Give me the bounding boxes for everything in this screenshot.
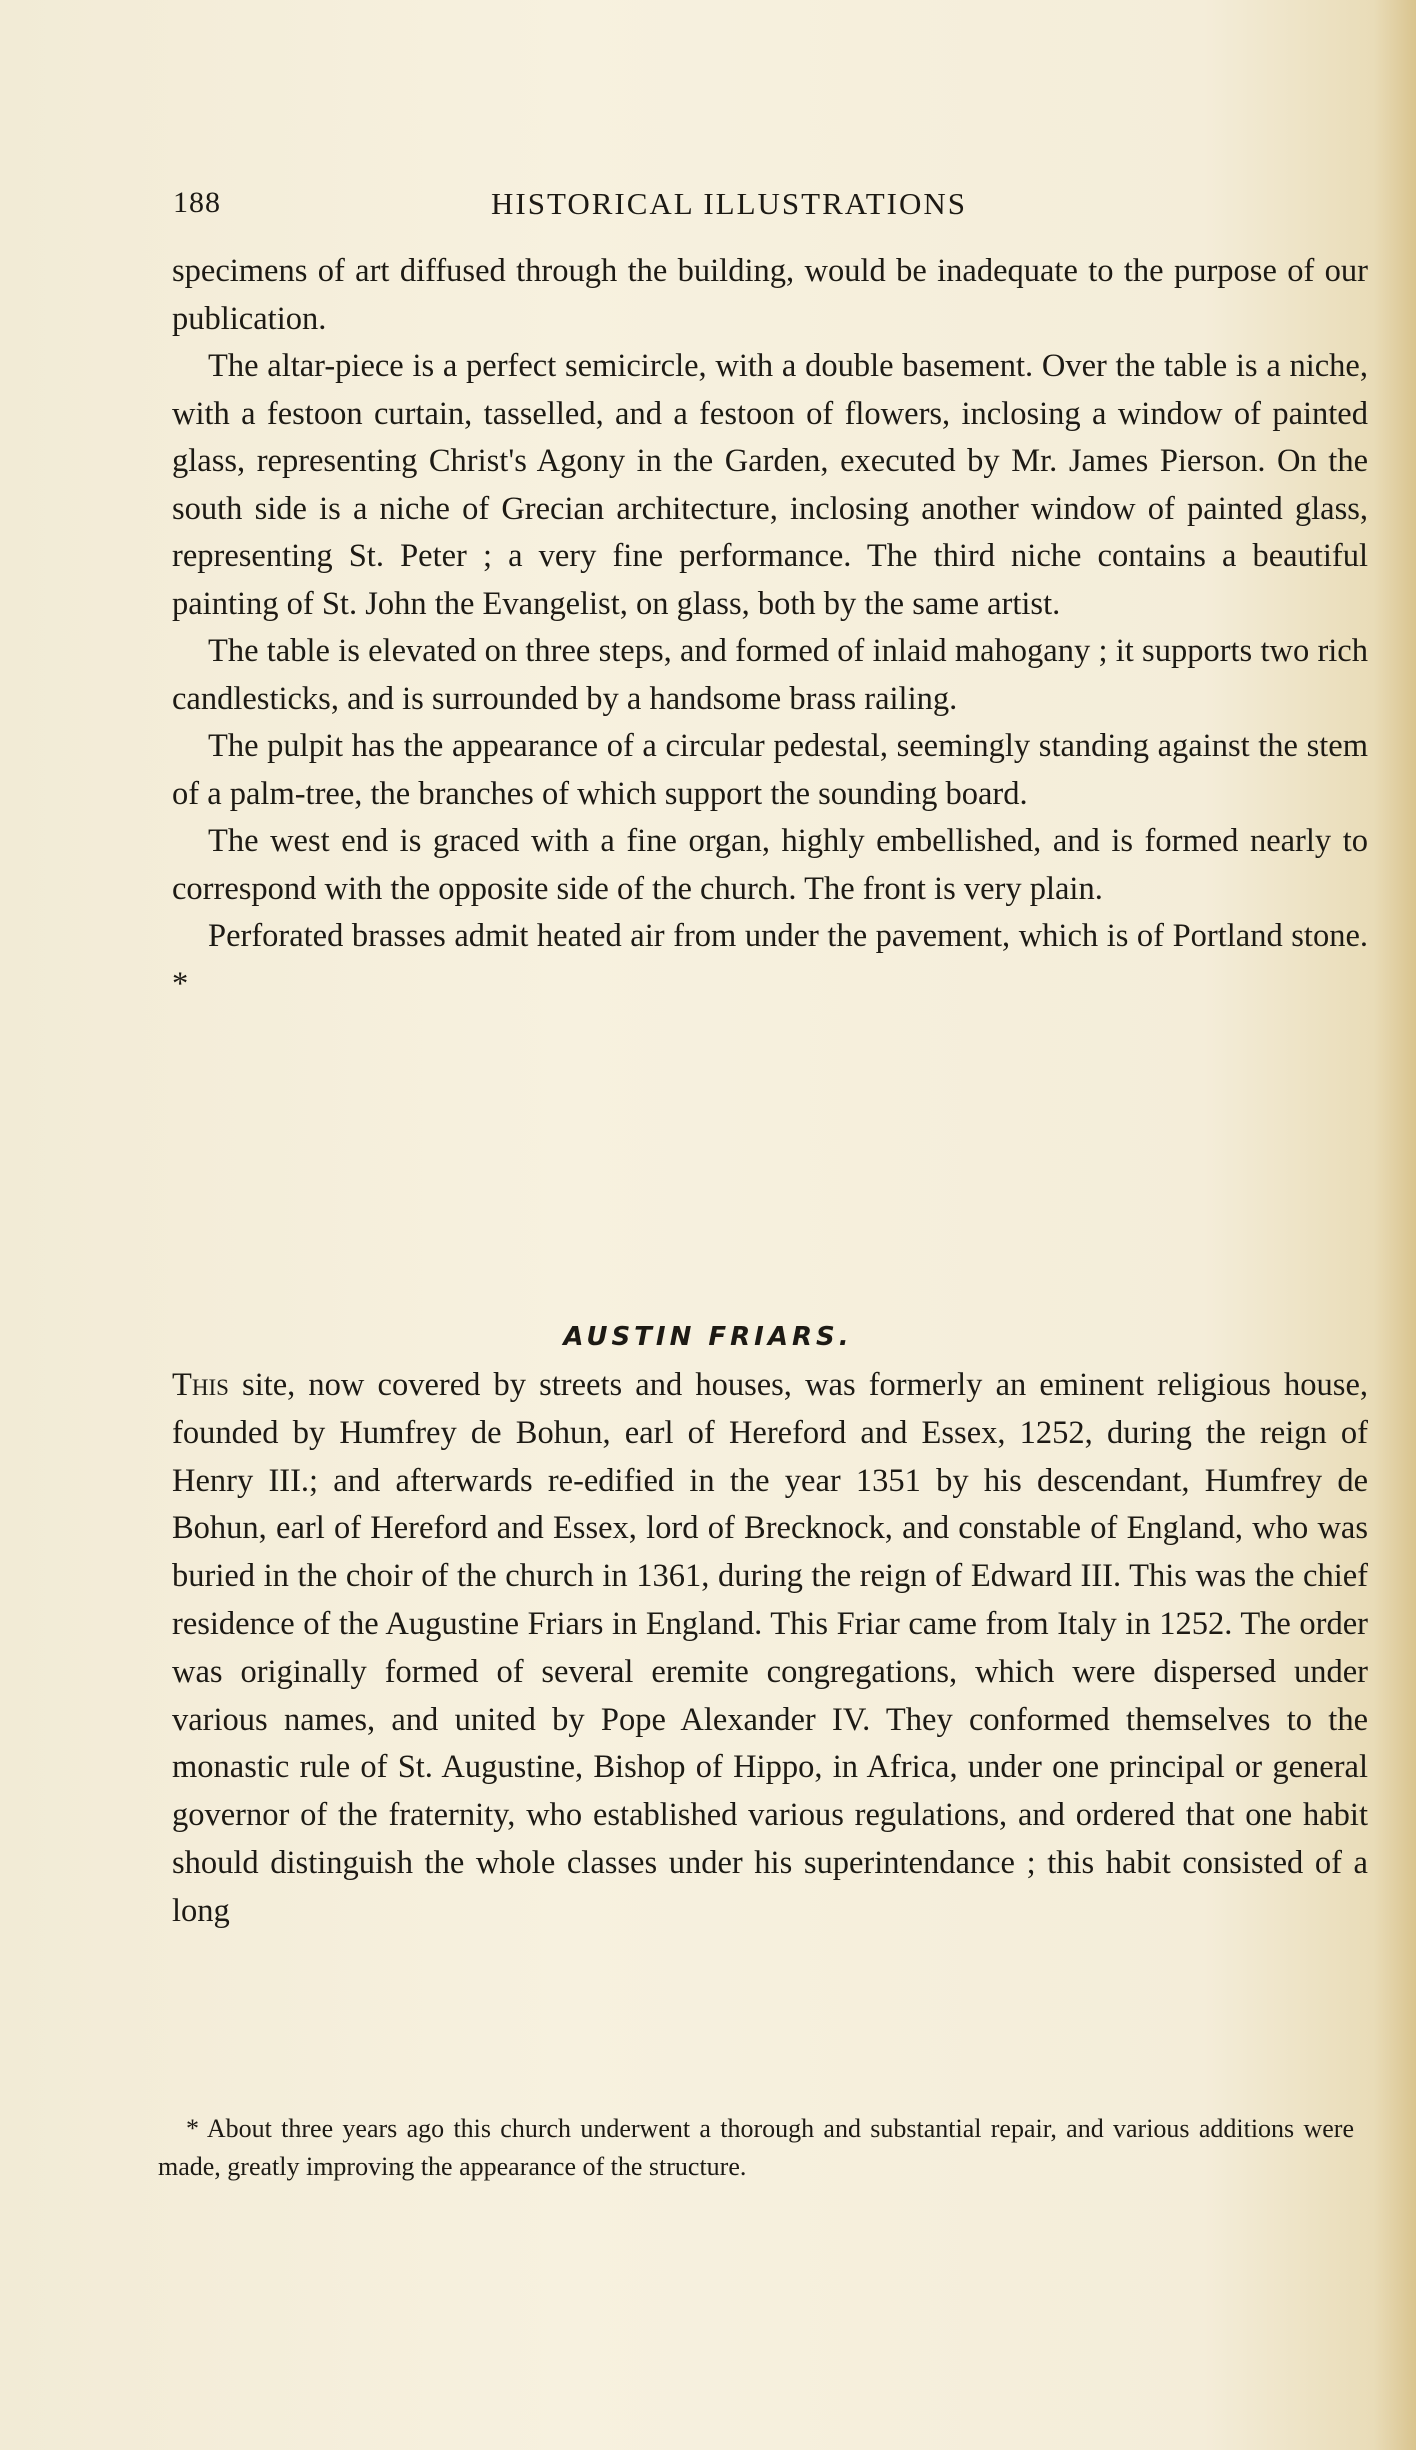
paragraph-table: The table is elevated on three steps, and formed of inlaid mahogany ; it supports two rich candlesticks, and is surrounded by a handsome brass railing. [172,633,1368,717]
page-number: 188 [173,186,221,219]
paragraph-altar-piece: The altar-piece is a perfect semicircle, with a double basement. Over the table is a niche, with a festoon curtain, tasselled, and a festoon of flowers, inclosing a window of painted glass, representing Christ's Agony in the Garden, executed by Mr. James Pierson. On the south side is a niche of Grecian architecture, inclosing another window of painted glass, representing St. Peter ; a very fine performance. The third niche contains a beautiful painting of St. John the Evangelist, on glass, both by the same artist. [172,348,1368,622]
paragraph-west-end: The west end is graced with a fine organ, highly embellished, and is formed nearly to correspond with the opposite side of the church. The front is very plain. [172,823,1368,907]
footnote: * About three years ago this church underwent a thorough and substantial repair, and various additions were made, greatly improving the appearance of the structure. [158,2114,1354,2181]
main-text [172,248,1368,1008]
paragraph-continued: specimens of art diffused through the building, would be inadequate to the purpose of our publication. [172,253,1368,337]
opening-word: This [172,1367,229,1403]
page-header [173,186,1369,236]
section-text [172,1362,1368,1936]
paragraph-pulpit: The pulpit has the appearance of a circular pedestal, seemingly standing against the stem of a palm-tree, the branches of which support the sounding board. [172,728,1368,812]
running-head: HISTORICAL ILLUSTRATIONS [491,186,967,221]
section-paragraph-text: site, now covered by streets and houses, was formerly an eminent religious house, founded by Humfrey de Bohun, earl of Hereford and Essex, 1252, during the reign of Henry III.; and afterwards re-edified in the year 1351 by his descendant, Humfrey de Bohun, earl of Hereford and Essex, lord of Brecknock, and constable of England, who was buried in the choir of the church in 1361, during the reign of Edward III. This was the chief residence of the Augustine Friars in England. This Friar came from Italy in 1252. The order was originally formed of several eremite congregations, which were dispersed under various names, and united by Pope Alexander IV. They conformed themselves to the monastic rule of St. Augustine, Bishop of Hippo, in Africa, under one principal or general governor of the fraternity, who established various regulations, and ordered that one habit should distinguish the whole classes under his superintendance ; this habit consisted of a long [172,1367,1368,1929]
paragraph-brasses: Perforated brasses admit heated air from under the pavement, which is of Portland stone. * [172,918,1368,1002]
paragraph-austin-friars [172,1362,1368,1936]
section-heading: AUSTIN FRIARS. [563,1322,853,1352]
